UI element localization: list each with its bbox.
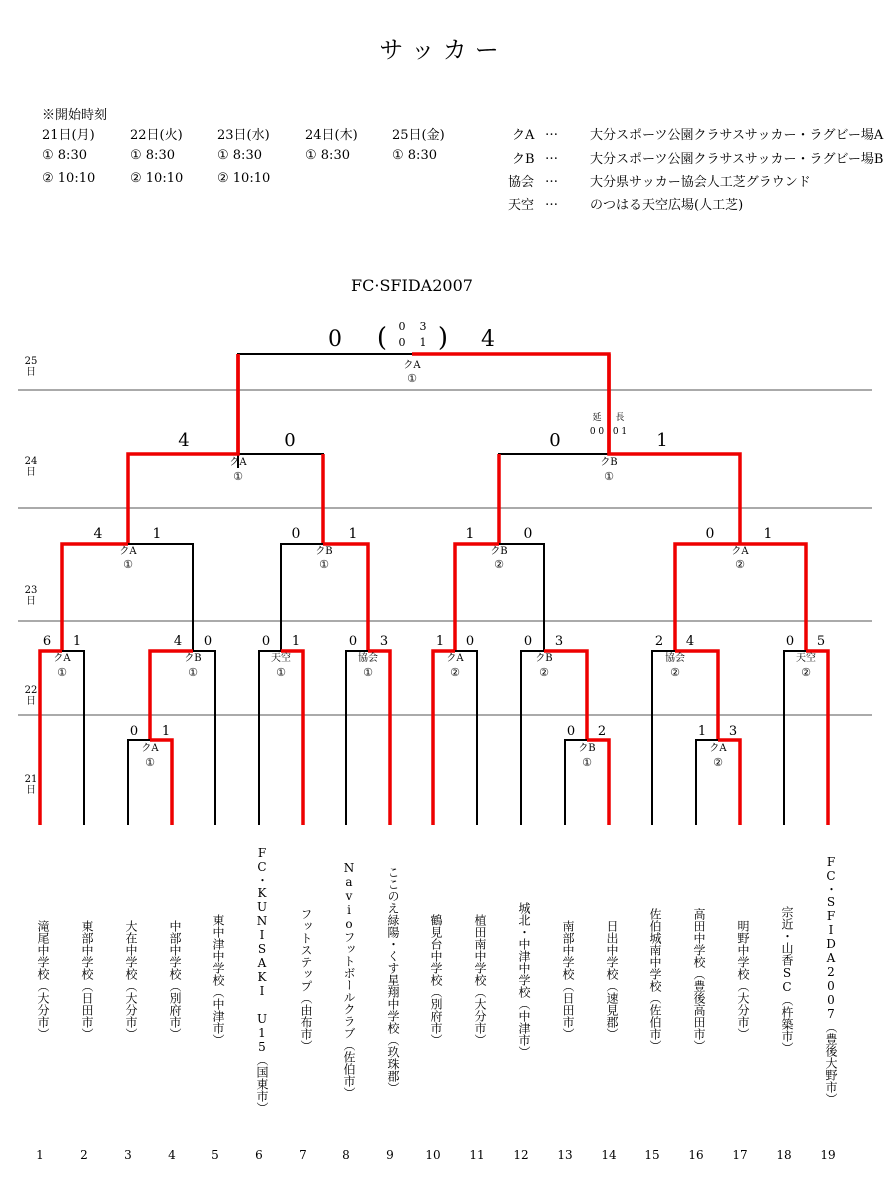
- champion-name: FC·SFIDA2007: [351, 276, 473, 295]
- extra-time-values: 0 1: [612, 427, 628, 437]
- team-name: 植田南中学校（大分市）: [473, 914, 487, 1046]
- team-number: 19: [820, 1148, 836, 1162]
- venue-code: クA: [512, 128, 535, 143]
- r1-2-score-right: 2: [597, 724, 607, 739]
- r2-2-score-right: 0: [203, 634, 213, 649]
- venue-sep: …: [545, 148, 558, 163]
- venue-sep: …: [545, 194, 558, 209]
- final-paren-open: (: [376, 323, 388, 353]
- day-label-22: 22日: [24, 685, 38, 707]
- r2-3-slot: ①: [276, 666, 286, 679]
- qf2-slot: ①: [319, 558, 329, 571]
- r2-7-line: [652, 651, 718, 825]
- qf3-venue: クB: [490, 546, 508, 557]
- final-half: 0: [398, 336, 406, 349]
- r2-8-score-right: 5: [816, 634, 826, 649]
- r1-2-score-left: 0: [566, 724, 576, 739]
- r1-2-slot: ①: [582, 756, 592, 769]
- team-name: 城北・中津中学校（中津市）: [517, 902, 531, 1058]
- r2-3-score-left: 0: [261, 634, 271, 649]
- r2-1-slot: ①: [57, 666, 67, 679]
- team-name: 鶴見台中学校（別府市）: [429, 914, 443, 1046]
- r2-5-score-right: 0: [465, 634, 475, 649]
- team-name: Navioフットボールクラブ（佐伯市）: [342, 861, 356, 1099]
- venue-sep: …: [545, 124, 558, 139]
- sf2-red-right: [609, 354, 740, 544]
- final-half: 3: [419, 320, 427, 333]
- r2-6-slot: ②: [539, 666, 549, 679]
- team-number: 2: [80, 1148, 88, 1162]
- team-number: 18: [776, 1148, 792, 1162]
- r1-1-score-left: 0: [129, 724, 139, 739]
- schedule-day-date: 21日(月): [42, 128, 95, 143]
- final-venue: クA: [403, 360, 421, 371]
- schedule-day-time1: ① 8:30: [42, 148, 87, 163]
- r2-7-red: [675, 651, 718, 740]
- r2-2-score-left: 4: [173, 634, 183, 649]
- qf3-score-right: 0: [523, 526, 533, 542]
- schedule-day-time1: ① 8:30: [392, 148, 437, 163]
- team-number: 11: [469, 1148, 485, 1162]
- qf4-red: [675, 544, 740, 651]
- schedule-day-time2: ② 10:10: [217, 171, 271, 186]
- qf4-red-right: [740, 544, 806, 651]
- venue-code: 天空: [508, 198, 535, 213]
- final-half: 0: [398, 320, 406, 333]
- r2-1-venue: クA: [53, 653, 71, 664]
- venue-name: 大分県サッカー協会人工芝グラウンド: [590, 175, 811, 190]
- schedule-label: ※開始時刻: [42, 108, 108, 123]
- qf3-red: [455, 544, 499, 651]
- day-label-23: 23日: [24, 585, 38, 607]
- sf2-slot: ①: [604, 470, 614, 483]
- schedule-day-time2: ② 10:10: [130, 171, 184, 186]
- qf2-score-right: 1: [348, 526, 358, 542]
- qf4-score-right: 1: [763, 526, 773, 542]
- qf2-red: [323, 544, 368, 651]
- r2-7-venue: 協会: [665, 653, 685, 664]
- qf1-venue: クA: [119, 546, 137, 557]
- r2-2-slot: ①: [188, 666, 198, 679]
- team-number: 8: [342, 1148, 350, 1162]
- day-label-24: 24日: [24, 456, 38, 478]
- r2-2-venue: クB: [184, 653, 202, 664]
- schedule-day-time1: ① 8:30: [305, 148, 350, 163]
- team-name: 明野中学校（大分市）: [736, 920, 750, 1040]
- r2-7-score-left: 2: [654, 634, 664, 649]
- schedule-day-date: 25日(金): [392, 128, 445, 143]
- r1-2-venue: クB: [578, 743, 596, 754]
- r2-2-line: [150, 651, 215, 825]
- sf2-score-right: 1: [656, 430, 668, 451]
- team-number: 6: [255, 1148, 263, 1162]
- team-name: 佐伯城南中学校（佐伯市）: [648, 908, 662, 1052]
- r2-6-score-left: 0: [523, 634, 533, 649]
- r2-3-venue: 天空: [271, 653, 291, 664]
- r2-8-slot: ②: [801, 666, 811, 679]
- qf4-score-left: 0: [705, 526, 715, 542]
- team-number: 17: [732, 1148, 748, 1162]
- sf1-score-left: 4: [178, 430, 190, 451]
- team-name: フットステップ（由布市）: [299, 908, 313, 1052]
- final-score-right: 4: [481, 327, 495, 352]
- qf2-venue: クB: [315, 546, 333, 557]
- qf4-slot: ②: [735, 558, 745, 571]
- qf1-score-right: 1: [152, 526, 162, 542]
- team-name: 東中津中学校（中津市）: [211, 914, 225, 1046]
- r2-8-venue: 天空: [796, 653, 816, 664]
- final-half: 1: [419, 336, 427, 349]
- team-number: 5: [211, 1148, 219, 1162]
- venue-name: 大分スポーツ公園クラサスサッカー・ラグビー場B: [590, 152, 884, 167]
- team-name: 日出中学校（速見郡）: [605, 920, 619, 1040]
- r2-3-score-right: 1: [291, 634, 301, 649]
- r2-4-venue: 協会: [358, 653, 378, 664]
- schedule-day-date: 23日(水): [217, 128, 270, 143]
- sf1-slot: ①: [233, 470, 243, 483]
- sf2-venue: クB: [600, 457, 618, 468]
- sf2-line: [499, 454, 740, 544]
- r1-3-venue: クA: [709, 743, 727, 754]
- extra-time-values: 0 0: [589, 427, 605, 437]
- r2-6-line: [521, 651, 587, 825]
- venue-name: 大分スポーツ公園クラサスサッカー・ラグビー場A: [590, 128, 884, 143]
- venue-name: のつはる天空広場(人工芝): [590, 198, 744, 213]
- final-paren-close: ): [437, 323, 449, 353]
- r2-2-red: [150, 651, 193, 740]
- schedule-day-time2: ② 10:10: [42, 171, 96, 186]
- team-name: 高田中学校（豊後高田市）: [692, 908, 706, 1052]
- venue-code: 協会: [508, 175, 535, 190]
- venue-code: クB: [512, 152, 535, 167]
- team-number: 10: [425, 1148, 441, 1162]
- extra-time-label: 長: [615, 413, 625, 423]
- r1-3-score-left: 1: [697, 724, 707, 739]
- qf2-score-left: 0: [291, 526, 301, 542]
- r1-3-slot: ②: [713, 756, 723, 769]
- team-name: 東部中学校（日田市）: [80, 920, 94, 1040]
- team-name: 滝尾中学校（大分市）: [36, 920, 50, 1040]
- team-number: 12: [513, 1148, 529, 1162]
- qf3-score-left: 1: [465, 526, 475, 542]
- schedule-day-date: 22日(火): [130, 128, 183, 143]
- team-name: 大在中学校（大分市）: [124, 920, 138, 1040]
- r1-1-slot: ①: [145, 756, 155, 769]
- team-name: ここのえ緑陽・くす星翔中学校（玖珠郡）: [386, 866, 400, 1094]
- qf3-slot: ②: [494, 558, 504, 571]
- team-name: 中部中学校（別府市）: [168, 920, 182, 1040]
- day-label-21: 21日: [24, 774, 38, 796]
- r1-3-score-right: 3: [728, 724, 738, 739]
- team-number: 9: [386, 1148, 394, 1162]
- team-number: 3: [124, 1148, 132, 1162]
- day-label-25: 25日: [24, 356, 38, 378]
- final-line-right: [412, 354, 609, 454]
- sf2-score-left: 0: [549, 430, 561, 451]
- team-name: 宗近・山香SC（杵築市）: [780, 906, 794, 1054]
- final-line-left: [238, 354, 412, 468]
- r2-5-slot: ②: [450, 666, 460, 679]
- r2-7-slot: ②: [670, 666, 680, 679]
- r2-6-score-right: 3: [554, 634, 564, 649]
- r2-7-score-right: 4: [685, 634, 695, 649]
- team-name: FC・SFIDA2007（豊後大野市）: [824, 855, 838, 1105]
- sf1-venue: クA: [229, 457, 247, 468]
- venue-sep: …: [545, 171, 558, 186]
- schedule-day-time1: ① 8:30: [130, 148, 175, 163]
- r2-1-score-right: 1: [72, 634, 82, 649]
- sf1-score-right: 0: [284, 430, 296, 451]
- team-number: 14: [601, 1148, 617, 1162]
- r2-5-score-left: 1: [435, 634, 445, 649]
- schedule-day-time1: ① 8:30: [217, 148, 262, 163]
- r2-6-venue: クB: [535, 653, 553, 664]
- r2-8-score-left: 0: [785, 634, 795, 649]
- r1-1-venue: クA: [141, 743, 159, 754]
- team-name: 南部中学校（日田市）: [561, 920, 575, 1040]
- r2-4-score-right: 3: [379, 634, 389, 649]
- qf1-score-left: 4: [93, 526, 103, 542]
- r2-1-score-left: 6: [42, 634, 52, 649]
- final-score-left: 0: [328, 327, 342, 352]
- team-number: 16: [688, 1148, 704, 1162]
- team-number: 15: [644, 1148, 660, 1162]
- schedule-day-date: 24日(木): [305, 128, 358, 143]
- team-number: 7: [299, 1148, 307, 1162]
- extra-time-label: 延: [592, 413, 602, 423]
- qf4-venue: クA: [731, 546, 749, 557]
- r2-5-venue: クA: [446, 653, 464, 664]
- team-number: 1: [36, 1148, 44, 1162]
- team-number: 4: [168, 1148, 176, 1162]
- qf1-slot: ①: [123, 558, 133, 571]
- r2-4-slot: ①: [363, 666, 373, 679]
- page-title: サッカー: [379, 36, 507, 64]
- r1-1-score-right: 1: [161, 724, 171, 739]
- final-slot: ①: [407, 372, 417, 385]
- r2-6-red: [544, 651, 587, 740]
- r2-4-score-left: 0: [348, 634, 358, 649]
- team-number: 13: [557, 1148, 573, 1162]
- team-name: FC・KUNISAKI U15（国東市）: [255, 846, 269, 1114]
